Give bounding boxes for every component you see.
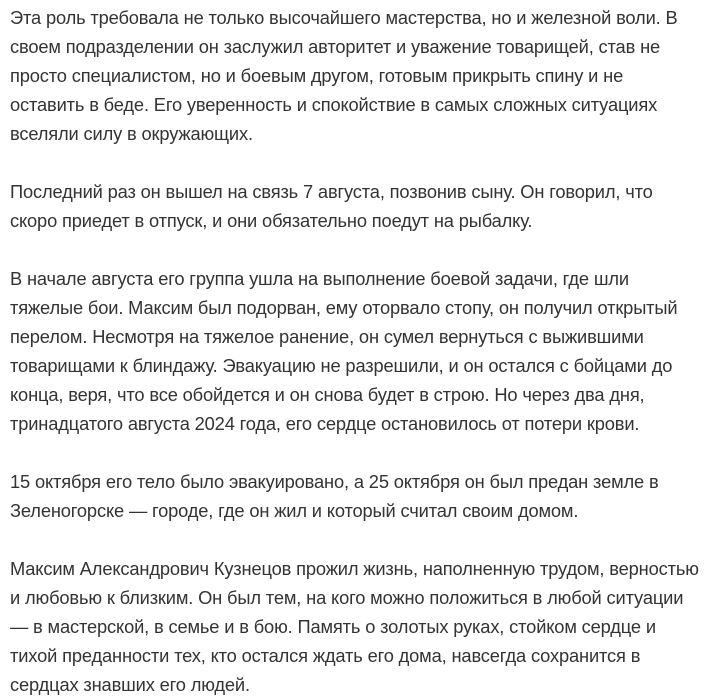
paragraph-role: Эта роль требовала не только высочайшего мастерства, но и железной воли. В своем подразделении он заслужил авторитет и уважение товарищей, став не просто специалистом, но и боевым другом, готовым прикрыть спину и не оставить в беде. Его уверенность и спокойствие в самых сложных ситуациях вселяли силу в окружающих. — [10, 7, 678, 144]
paragraph-memory: Максим Александрович Кузнецов прожил жизнь, наполненную трудом, верностью и любовью к близким. Он был тем, на кого можно положиться в любой ситуации — в мастерской, в семье и в бою. Память о золотых руках, стойком сердце и тихой преданности тех, кто остался ждать его дома, навсегда сохранится в сердцах знавших его людей. — [10, 558, 699, 695]
paragraph-mission: В начале августа его группа ушла на выполнение боевой задачи, где шли тяжелые бои. Максим был подорван, ему оторвало стопу, он получил открытый перелом. Несмотря на тяжелое ранение, он сумел вернуться с выжившими товарищами к блиндажу. Эвакуацию не разрешили, и он остался с бойцами до конца, веря, что все обойдется и он снова будет в строю. Но через два дня, тринадцатого августа 2024 года, его сердце остановилось от потери крови. — [10, 268, 678, 434]
paragraph-last-call: Последний раз он вышел на связь 7 августа, позвонив сыну. Он говорил, что скоро приедет в отпуск, и они обязательно поедут на рыбалку. — [10, 181, 653, 231]
paragraph-evacuation: 15 октября его тело было эвакуировано, а 25 октября он был предан земле в Зеленогорске — городе, где он жил и который считал своим домом. — [10, 471, 659, 521]
